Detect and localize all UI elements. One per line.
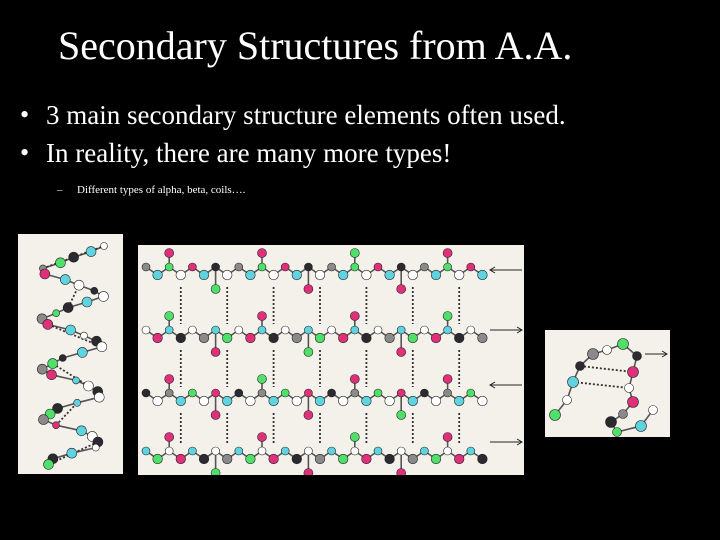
atom (444, 447, 452, 455)
atom (420, 263, 428, 271)
atom (362, 454, 372, 464)
atom (211, 285, 220, 294)
atom (397, 389, 405, 397)
atom (246, 454, 256, 464)
atom (374, 263, 382, 271)
atom (222, 270, 232, 280)
figure-background (138, 245, 524, 475)
atom (281, 447, 289, 455)
atom (351, 447, 359, 455)
atom (628, 367, 639, 378)
atom (618, 339, 629, 350)
bullet-item (20, 96, 566, 134)
atom (338, 333, 348, 343)
atom (625, 384, 634, 393)
atom (199, 454, 209, 464)
atom (443, 312, 452, 321)
atom (67, 448, 77, 458)
atom (77, 347, 87, 357)
atom (98, 291, 108, 301)
atom (165, 389, 173, 397)
atom (304, 326, 312, 334)
atom (82, 297, 92, 307)
atom (258, 389, 266, 397)
atom (43, 319, 53, 329)
atom (246, 333, 256, 343)
atom (63, 303, 73, 313)
atom (222, 396, 232, 406)
atom (258, 447, 266, 455)
atom (246, 396, 256, 406)
atom (467, 263, 475, 271)
atom (478, 270, 488, 280)
atom (397, 469, 406, 476)
atom (550, 410, 561, 421)
atom (73, 377, 80, 384)
atom (408, 333, 418, 343)
bullet-list (20, 96, 566, 172)
atom (431, 333, 441, 343)
atom (281, 263, 289, 271)
atom (81, 332, 88, 339)
figure-background (18, 234, 123, 474)
atom (328, 326, 336, 334)
atom (97, 342, 107, 352)
atom (176, 270, 186, 280)
atom (269, 270, 279, 280)
atom (142, 263, 150, 271)
atom (83, 381, 93, 391)
atom (478, 396, 488, 406)
atom (420, 326, 428, 334)
atom (408, 454, 418, 464)
atom (281, 389, 289, 397)
atom (350, 433, 359, 442)
atom (315, 396, 325, 406)
atom (165, 263, 173, 271)
atom (153, 270, 163, 280)
atom (77, 426, 87, 436)
atom (408, 396, 418, 406)
atom (153, 396, 163, 406)
atom (397, 411, 406, 420)
atom (86, 247, 96, 257)
atom (304, 285, 313, 294)
atom (44, 459, 54, 469)
bullet-text: 3 main secondary structure elements often used. (46, 100, 566, 130)
atom (165, 326, 173, 334)
atom (467, 447, 475, 455)
atom (397, 326, 405, 334)
atom (59, 355, 66, 362)
atom (467, 326, 475, 334)
beta-sheet-figure (138, 245, 524, 475)
atom (101, 243, 108, 250)
atom (385, 454, 395, 464)
sub-bullet (57, 183, 245, 197)
atom (362, 270, 372, 280)
atom (176, 454, 186, 464)
atom (258, 433, 267, 442)
atom (304, 469, 313, 476)
bullet-text: In reality, there are many more types! (46, 138, 452, 168)
atom (292, 333, 302, 343)
atom (568, 377, 579, 388)
atom (188, 389, 196, 397)
atom (142, 447, 150, 455)
atom (292, 270, 302, 280)
atom (350, 249, 359, 258)
atom (350, 312, 359, 321)
atom (258, 263, 266, 271)
atom (443, 249, 452, 258)
atom (188, 447, 196, 455)
bullet-dot-icon: • (20, 100, 30, 129)
atom (176, 396, 186, 406)
atom (338, 270, 348, 280)
atom (444, 263, 452, 271)
atom (199, 270, 209, 280)
atom (467, 389, 475, 397)
atom (385, 396, 395, 406)
atom (606, 417, 617, 428)
atom (47, 370, 57, 380)
atom (588, 349, 599, 360)
atom (92, 444, 99, 451)
atom (212, 447, 220, 455)
atom (315, 454, 325, 464)
atom (165, 447, 173, 455)
atom (304, 389, 312, 397)
sub-bullet-text: Different types of alpha, beta, coils…. (77, 184, 246, 196)
atom (397, 285, 406, 294)
atom (211, 348, 220, 357)
atom (563, 396, 572, 405)
atom (385, 270, 395, 280)
atom (235, 326, 243, 334)
alpha-helix-figure (18, 234, 123, 474)
atom (350, 375, 359, 384)
atom (454, 333, 464, 343)
atom (199, 396, 209, 406)
atom (374, 326, 382, 334)
atom (431, 270, 441, 280)
atom (304, 447, 312, 455)
atom (55, 258, 65, 268)
atom (338, 396, 348, 406)
atom (176, 333, 186, 343)
atom (258, 249, 267, 258)
atom (212, 326, 220, 334)
atom (454, 396, 464, 406)
atom (351, 326, 359, 334)
atom (633, 352, 642, 361)
atom (315, 270, 325, 280)
atom (397, 348, 406, 357)
atom (328, 263, 336, 271)
atom (304, 348, 313, 357)
atom (211, 469, 220, 476)
atom (165, 312, 174, 321)
atom (408, 270, 418, 280)
atom (258, 326, 266, 334)
atom (258, 375, 267, 384)
atom (142, 389, 150, 397)
atom (165, 433, 174, 442)
atom (48, 359, 58, 369)
atom (235, 263, 243, 271)
atom (292, 396, 302, 406)
atom (74, 399, 81, 406)
atom (142, 326, 150, 334)
atom (444, 326, 452, 334)
atom (53, 422, 60, 429)
atom (37, 364, 47, 374)
atom (94, 392, 104, 402)
atom (235, 447, 243, 455)
atom (53, 310, 60, 317)
atom (281, 326, 289, 334)
atom (351, 263, 359, 271)
atom (315, 333, 325, 343)
bullet-item (20, 134, 566, 172)
atom (443, 433, 452, 442)
atom (60, 275, 70, 285)
atom (420, 447, 428, 455)
atom (269, 396, 279, 406)
atom (39, 415, 49, 425)
atom (235, 389, 243, 397)
atom (91, 287, 98, 294)
atom (478, 333, 488, 343)
atom (431, 454, 441, 464)
atom (362, 396, 372, 406)
atom (269, 333, 279, 343)
atom (222, 333, 232, 343)
bullet-dot-icon: • (20, 138, 30, 167)
atom (258, 312, 267, 321)
slide-title: Secondary Structures from A.A. (58, 23, 573, 68)
atom (328, 447, 336, 455)
atom (199, 333, 209, 343)
turn-coil-figure (545, 330, 670, 437)
atom (211, 411, 220, 420)
atom (362, 333, 372, 343)
atom (269, 454, 279, 464)
atom (351, 389, 359, 397)
atom (292, 454, 302, 464)
atom (478, 454, 488, 464)
atom (212, 263, 220, 271)
atom (420, 389, 428, 397)
atom (619, 410, 628, 419)
atom (165, 249, 174, 258)
atom (397, 263, 405, 271)
atom (188, 263, 196, 271)
atom (188, 326, 196, 334)
atom (74, 280, 84, 290)
atom (165, 375, 174, 384)
atom (454, 454, 464, 464)
atom (385, 333, 395, 343)
atom (649, 406, 658, 415)
atom (374, 389, 382, 397)
atom (212, 389, 220, 397)
atom (153, 333, 163, 343)
atom (304, 411, 313, 420)
atom (304, 263, 312, 271)
atom (603, 346, 612, 355)
atom (222, 454, 232, 464)
atom (636, 421, 647, 432)
atom (431, 396, 441, 406)
atom (40, 269, 50, 279)
atom (328, 389, 336, 397)
atom (443, 375, 452, 384)
atom (628, 397, 639, 408)
atom (454, 270, 464, 280)
atom (397, 447, 405, 455)
atom (613, 428, 622, 437)
atom (444, 389, 452, 397)
atom (153, 454, 163, 464)
atom (374, 447, 382, 455)
atom (66, 325, 76, 335)
atom (69, 252, 79, 262)
atom (246, 270, 256, 280)
atom (338, 454, 348, 464)
atom (576, 362, 585, 371)
sub-bullet-dash: – (57, 184, 63, 196)
